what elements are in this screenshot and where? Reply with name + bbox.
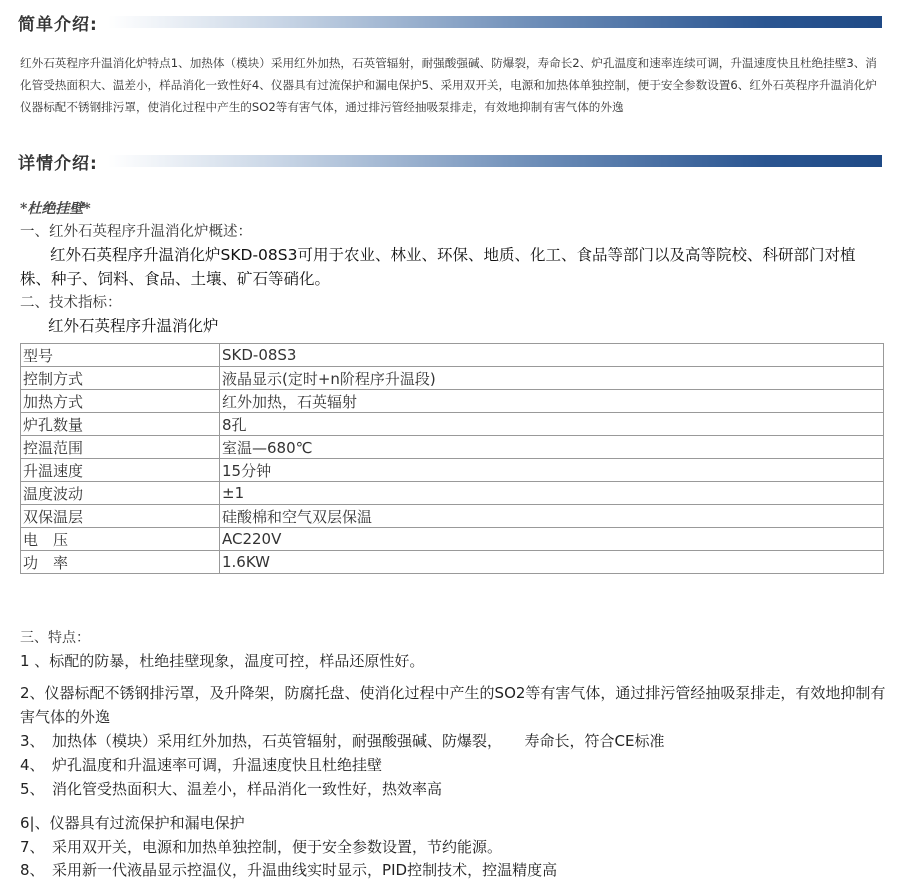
list-item: 7、 采用双开关，电源和加热单独控制，便于安全参数设置，节约能源。 — [20, 838, 503, 856]
specs-product-name: 红外石英程序升温消化炉 — [48, 317, 219, 335]
features-heading: 三、特点： — [20, 630, 90, 646]
list-item: 3、 加热体（模块）采用红外加热，石英管辐射，耐强酸强碱、防爆裂， 寿命长，符合CE标准 — [20, 732, 665, 750]
header-divider-bar — [108, 155, 882, 167]
list-item: 2、仪器标配不锈钢排污罩，及升降架，防腐托盘、使消化过程中产生的SO2等有害气体，通过排污管经抽吸泵排走，有效地抑制有害气体的外逸 — [20, 684, 886, 726]
table-row — [21, 390, 884, 413]
spec-label: 温度波动 — [21, 482, 220, 505]
specs-table — [20, 343, 884, 574]
spec-value: 室温—680℃ — [220, 436, 884, 459]
list-item: 5、 消化管受热面积大、温差小，样品消化一致性好，热效率高 — [20, 780, 443, 798]
table-row — [21, 482, 884, 505]
intro-paragraph: 红外石英程序升温消化炉特点1、加热体（模块）采用红外加热，石英管辐射，耐强酸强碱、防爆裂，寿命长2、炉孔温度和速率连续可调，升温速度快且杜绝挂壁3、消化管受热面积大、温差小，样品消化一致性好4、仪器具有过流保护和漏电保护5、采用双开关，电源和加热体单独控制，便于安全参数设置6、红外石英程序升温消化炉仪器标配不锈钢排污罩，使消化过程中产生的SO2等有害气体，通过排污管经抽吸泵排走，有效地抑制有害气体的外逸 — [20, 56, 877, 114]
spec-label: 双保温层 — [21, 505, 220, 528]
spec-label: 电 压 — [21, 528, 220, 551]
overview-paragraph: 红外石英程序升温消化炉SKD-08S3可用于农业、林业、环保、地质、化工、食品等部门以及高等院校、科研部门对植株、种子、饲料、食品、土壤、矿石等硝化。 — [20, 246, 856, 288]
spec-label: 控温范围 — [21, 436, 220, 459]
spec-label: 功 率 — [21, 551, 220, 574]
specs-heading: 二、技术指标： — [20, 295, 122, 311]
detail-section-title: 详情介绍: — [18, 153, 98, 174]
spec-label: 加热方式 — [21, 390, 220, 413]
spec-value: SKD-08S3 — [220, 344, 884, 367]
table-row — [21, 528, 884, 551]
spec-value: 8孔 — [220, 413, 884, 436]
detail-subtitle: *杜绝挂壁* — [20, 201, 91, 217]
spec-label: 升温速度 — [21, 459, 220, 482]
detail-section-header — [18, 147, 882, 175]
table-row — [21, 344, 884, 367]
header-divider-bar — [108, 16, 882, 28]
spec-value: 硅酸棉和空气双层保温 — [220, 505, 884, 528]
list-item: 8、 采用新一代液晶显示控温仪，升温曲线实时显示，PID控制技术，控温精度高 — [20, 861, 558, 879]
list-item: 6|、仪器具有过流保护和漏电保护 — [20, 814, 245, 832]
spec-value: 1.6KW — [220, 551, 884, 574]
overview-heading: 一、红外石英程序升温消化炉概述： — [20, 224, 252, 240]
spec-label: 炉孔数量 — [21, 413, 220, 436]
table-row — [21, 413, 884, 436]
spec-label: 控制方式 — [21, 367, 220, 390]
table-row — [21, 459, 884, 482]
spec-value: 15分钟 — [220, 459, 884, 482]
spec-label: 型号 — [21, 344, 220, 367]
list-item: 1 、标配的防暴，杜绝挂壁现象，温度可控，样品还原性好。 — [20, 652, 425, 670]
spec-value: ±1 — [220, 482, 884, 505]
table-row — [21, 367, 884, 390]
intro-section-title: 简单介绍: — [18, 14, 98, 35]
spec-value: 红外加热，石英辐射 — [220, 390, 884, 413]
list-item: 4、 炉孔温度和升温速率可调，升温速度快且杜绝挂壁 — [20, 756, 383, 774]
table-row — [21, 436, 884, 459]
spec-value: 液晶显示(定时+n阶程序升温段) — [220, 367, 884, 390]
table-row — [21, 505, 884, 528]
table-row — [21, 551, 884, 574]
spec-value: AC220V — [220, 528, 884, 551]
intro-section-header — [18, 8, 882, 36]
